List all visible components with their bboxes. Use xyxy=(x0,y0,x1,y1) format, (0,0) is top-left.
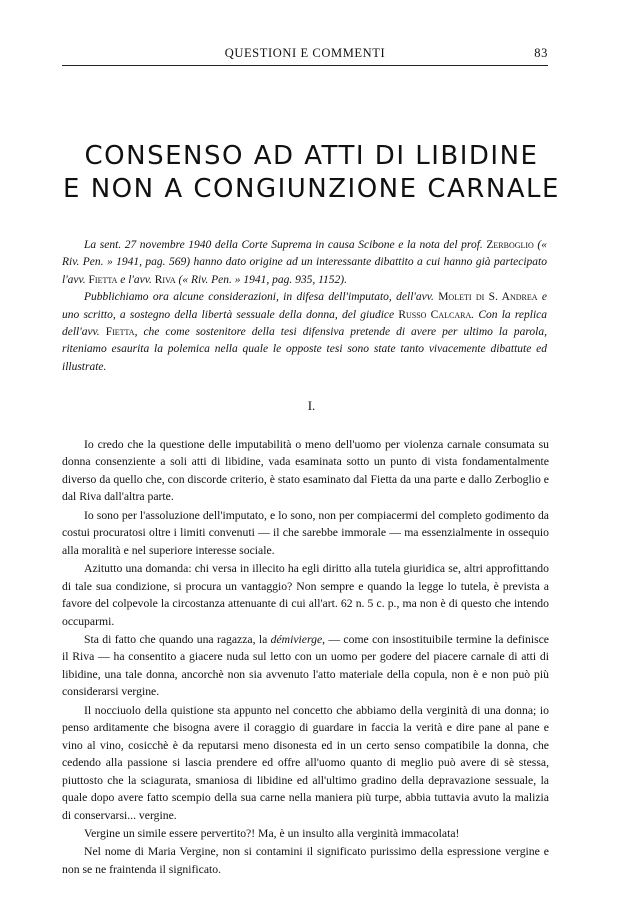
name-fietta-2: Fietta xyxy=(105,326,135,339)
running-title: QUESTIONI E COMMENTI xyxy=(224,46,386,60)
name-moleti: Moleti di S. Andrea xyxy=(438,291,538,304)
body-paragraph-3: Azitutto una domanda: chi versa in illecito ha egli diritto alla tutela giuridica se, altri approfittando di tale sua condizione, si procura un vantaggio? Non sempre e quando la legge lo tutela, è prevista a favore del colpevole la circostanza attenuante di cui all'art. 62 n. 5 c. p., ma non è di questo che intendo occuparmi. xyxy=(62,562,549,628)
intro-paragraph-1: La sent. 27 novembre 1940 della Corte Suprema in causa Scibone e la nota del prof. Zerboglio (« Riv. Pen. » 1941, pag. 569) hanno dato origine ad un interessante dibattito a cui hanno già partecipato l'avv. Fietta e l'avv. Riva (« Riv. Pen. » 1941, pag. 935, 1152). xyxy=(62,239,547,286)
article-title xyxy=(40,140,583,206)
article-body xyxy=(62,436,549,878)
section-number: I. xyxy=(307,398,316,413)
name-russo-calcara: Russo Calcara xyxy=(398,308,472,321)
body-paragraph-1: Io credo che la questione delle imputabilità o meno dell'uomo per violenza carnale consumata su donna consenziente a soli atti di libidine, vada esaminata sotto un punto di vista fondamentalmente diverso da quello che, con discorde criterio, è stato esaminato dal Fietta da una parte e dallo Zerboglio e dal Riva dall'altra parte. xyxy=(62,438,549,504)
editorial-intro xyxy=(62,237,547,376)
body-paragraph-5: Il nocciuolo della quistione sta appunto nel concetto che abbiamo della verginità di una donna; io penso arditamente che bisogna avere il coraggio di guardare in faccia la verità e dire pane al pane e vino al vino, cosicchè è da reputarsi meno disonesta ed in un certo senso compatibile la donna, che cedendo alla passione si lascia prendere ed offre all'uomo quanto di meglio può avere di sè stessa, piuttosto che la sciagurata, smaniosa di libidine ed all'ultimo gradino della depravazione sessuale, la quale dopo avere fatto scempio della sua carne nella maniera più turpe, abbia tuttavia avuto la malizia di conservarsi... vergine. xyxy=(62,703,549,822)
article-title-line-2: E NON A CONGIUNZIONE CARNALE xyxy=(63,174,560,204)
body-paragraph-6: Vergine un simile essere pervertito?! Ma, è un insulto alla verginità immacolata! xyxy=(84,826,460,840)
term-demivierge: démivierge xyxy=(270,632,323,646)
body-paragraph-4: Sta di fatto che quando una ragazza, la démivierge, — come con insostituibile termine la definisce il Riva — ha consentito a giacere nuda sul letto con un uomo per godere del piacere carnale di atti di libidine, una tale donna, ancorchè non sia avvenuto l'atto materiale della copula, non è e non può più considerarsi vergine. xyxy=(62,632,549,699)
body-paragraph-7: Nel nome di Maria Vergine, non si contamini il significato purissimo della espressione vergine e non se ne fraintenda il significato. xyxy=(62,845,549,876)
name-zerboglio: Zerboglio xyxy=(486,239,534,251)
intro-paragraph-2: Pubblichiamo ora alcune considerazioni, in difesa dell'imputato, dell'avv. Moleti di S. Andrea e uno scritto, a sostegno della libertà sessuale della donna, del giudice Russo Calcara. Con la replica dell'avv. Fietta, che come sostenitore della tesi difensiva pretende di avere per ultimo la parola, riteniamo esaurita la polemica nella quale le opposte tesi sono state tanto vivacemente dibattute ed illustrate. xyxy=(62,291,548,373)
body-paragraph-2: Io sono per l'assoluzione dell'imputato, e lo sono, non per compiacermi del completo godimento da costui procuratosi oltre i limiti convenuti — il che sarebbe immorale — ma essenzialmente in ossequio alla moralità e nel superiore interesse sociale. xyxy=(62,508,549,557)
name-riva: Riva xyxy=(154,273,176,286)
name-fietta: Fietta xyxy=(88,273,118,286)
article-title-line-1: CONSENSO AD ATTI DI LIBIDINE xyxy=(84,141,539,171)
header-rule xyxy=(62,65,548,66)
page-number: 83 xyxy=(534,46,548,60)
